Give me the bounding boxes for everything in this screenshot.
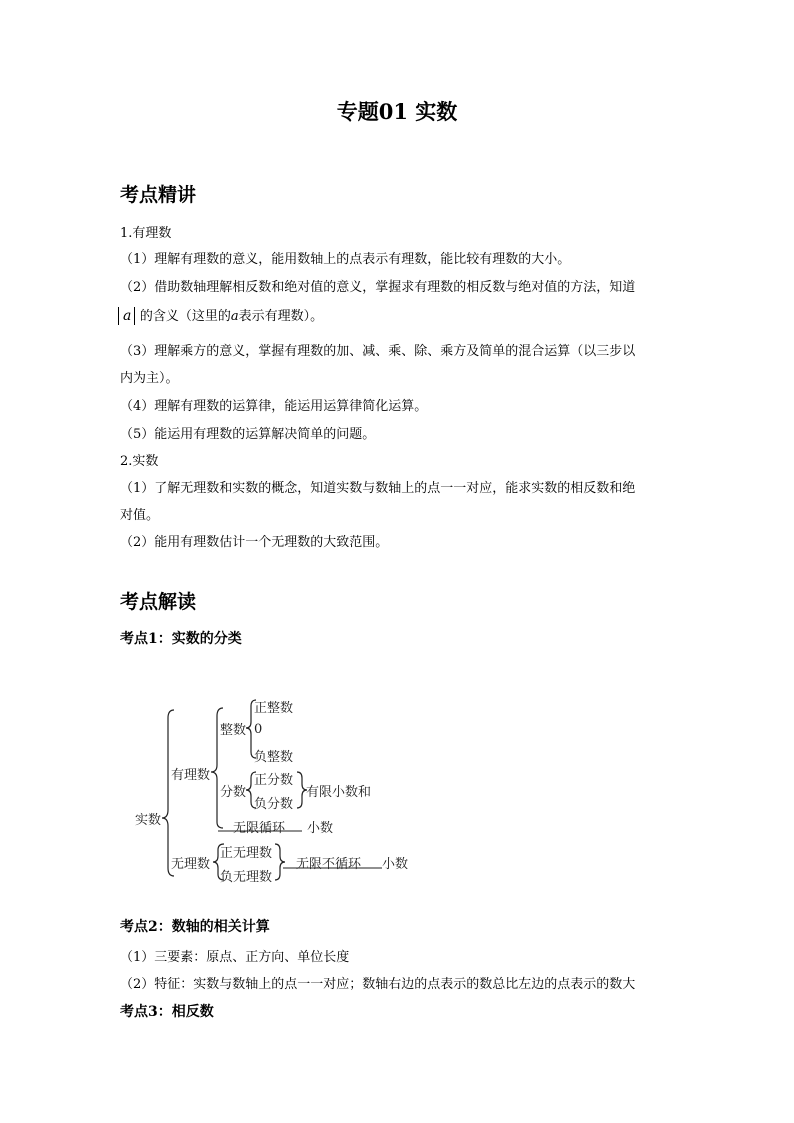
node-rational: 有理数 (171, 768, 211, 783)
node-positive-integer: 正整数 (254, 701, 294, 716)
abs-variable: a (123, 308, 132, 324)
item-text: （2）借助数轴理解相反数和绝对值的意义，掌握求有理数的相反数与绝对值的方法，知道 (120, 280, 636, 295)
item-text: （3）理解乘方的意义，掌握有理数的加、减、乘、除、乘方及简单的混合运算（以三步以 (120, 344, 636, 359)
node-negative-integer: 负整数 (254, 750, 294, 765)
item-text: 表示有理数）。 (238, 309, 324, 324)
section-heading-key-points: 考点精讲 (120, 184, 197, 206)
item-text: （1）了解无理数和实数的概念，知道实数与数轴上的点一一对应，能求实数的相反数和绝 (120, 481, 636, 496)
item-text: 的含义（这里的 (139, 309, 231, 324)
node-negative-irrational: 负无理数 (220, 870, 273, 885)
key-point-2-heading: 考点2：数轴的相关计算 (120, 919, 270, 935)
item-text: （2）特征：实数与数轴上的点一一对应；数轴右边的点表示的数总比左边的点表示的数大 (120, 977, 636, 992)
node-zero: 0 (254, 722, 263, 737)
item-text: （2）能用有理数估计一个无理数的大致范围。 (120, 535, 389, 550)
node-negative-fraction: 负分数 (254, 797, 294, 812)
node-decimal-2: 小数 (382, 857, 409, 872)
section-heading-interpretation: 考点解读 (120, 591, 197, 613)
item-text: 内为主）。 (120, 371, 179, 386)
brace-irrational-close (275, 844, 285, 880)
node-nonrepeating: 无限不循环 (296, 857, 362, 872)
subsection-real: 2.实数 (120, 454, 159, 469)
node-real: 实数 (135, 813, 162, 828)
subsection-rational: 1.有理数 (120, 226, 172, 241)
item-text: （4）理解有理数的运算律，能运用运算律简化运算。 (120, 399, 428, 414)
node-positive-irrational: 正无理数 (220, 846, 273, 861)
node-repeating: 无限循环 (233, 821, 286, 836)
item-text: （1）理解有理数的意义，能用数轴上的点表示有理数，能比较有理数的大小。 (120, 252, 571, 267)
key-point-1-heading: 考点1：实数的分类 (120, 631, 242, 647)
page-title: 专题01 实数 (336, 99, 458, 124)
brace-real (162, 710, 174, 876)
node-fraction: 分数 (220, 785, 247, 800)
node-decimal-1: 小数 (307, 821, 334, 836)
item-text: （1）三要素：原点、正方向、单位长度 (120, 950, 350, 965)
node-irrational: 无理数 (171, 857, 211, 872)
node-integer: 整数 (220, 723, 247, 738)
abs-variable-inline: a (230, 309, 239, 324)
item-text: 对值。 (120, 508, 160, 523)
node-finite-decimal: 有限小数和 (306, 785, 372, 800)
item-text: （5）能运用有理数的运算解决简单的问题。 (120, 427, 376, 442)
node-positive-fraction: 正分数 (254, 773, 294, 788)
key-point-3-heading: 考点3：相反数 (120, 1004, 214, 1020)
